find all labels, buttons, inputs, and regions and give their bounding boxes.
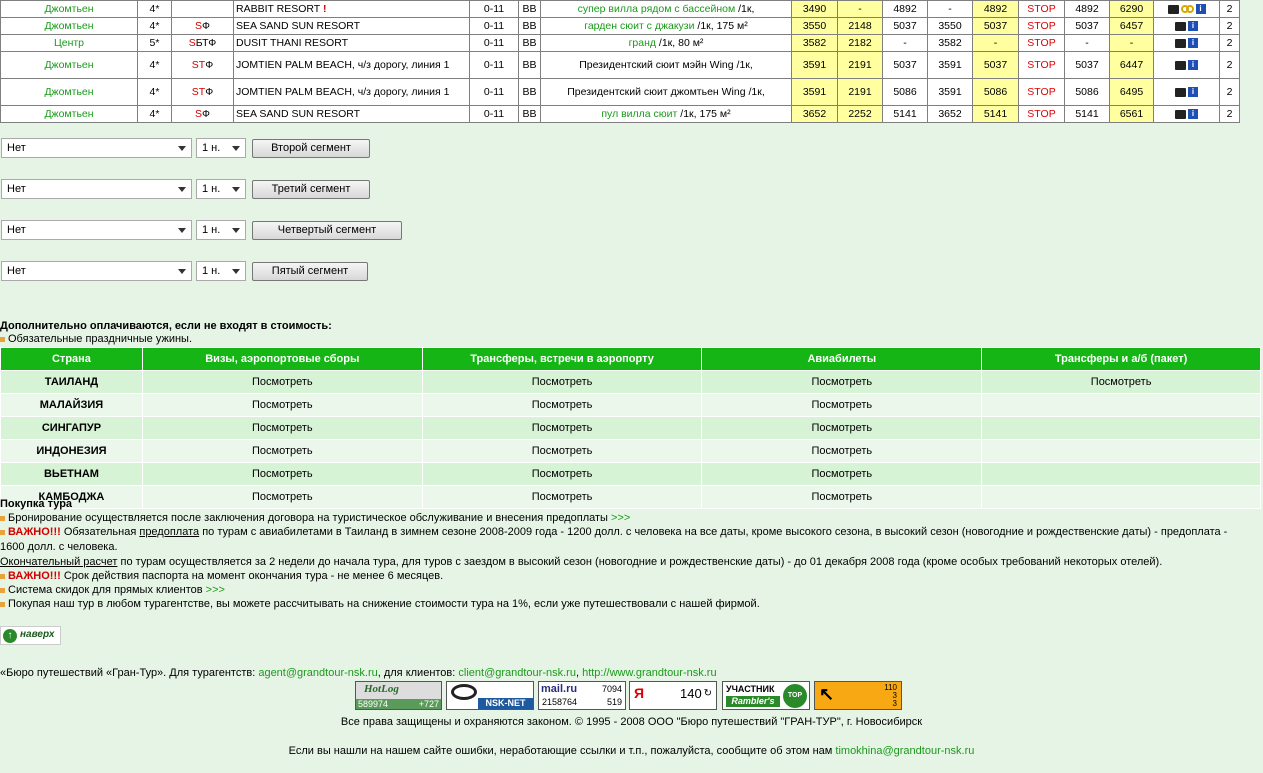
room-link[interactable]: гарден сюит с джакузи [584,20,695,32]
chevron-down-icon [232,269,240,274]
hotel-mark: ! [322,2,327,15]
stop-status: STOP [1027,3,1056,15]
purchase-line-prepay-cont: 1600 долл. с человека. [0,541,118,553]
stars: 4* [149,3,160,15]
price-cell: 4892 [1075,3,1099,15]
room-info: /1к, [735,3,755,15]
info-icon[interactable]: i [1188,21,1198,31]
price-cell: 3591 [802,86,827,98]
purchase-line-final: Окончательный расчет по турам осуществляется за 2 недели до начала тура, для туров с заездом в высокий сезон (новогодние и рождественские даты) - до 01 декабря 2008 года (кроме особых требований некоторых отелей). [0,556,1163,568]
price-cell: 6447 [1119,59,1144,71]
price-cell: 3582 [938,37,962,49]
price-cell: 3550 [802,20,827,32]
country-name: ВЬЕТНАМ [1,463,143,486]
cat-code-rest: Ф [205,86,214,98]
country-name: МАЛАЙЗИЯ [1,394,143,417]
nights: 2 [1226,59,1233,71]
column-header: Визы, аэропортовые сборы [142,348,422,371]
extras-heading: Дополнительно оплачиваются, если не входят в стоимость: [0,320,332,332]
stars: 4* [149,20,160,32]
camera-icon[interactable] [1168,5,1179,14]
purchase-line-discount: Система скидок для прямых клиентов >>> [0,583,225,597]
chevron-down-icon [232,146,240,151]
camera-icon[interactable] [1175,61,1186,70]
view-link[interactable]: Посмотреть [702,463,982,486]
purchase-line-prepay: ВАЖНО!!! Обязательная предоплата по турам с авиабилетами в Таиланд в зимнем сезоне 2008-2009 года - 1200 долл. с человека на все даты, кроме высокого сезона, в высокий сезон (новогодние и рождественские даты) - предоплата - [0,525,1250,539]
cat-code: S [195,108,203,120]
meal: BB [522,86,537,98]
price-cell: 5141 [893,108,917,120]
price-cell: 5037 [893,59,917,71]
age: 0-11 [483,86,505,98]
nights: 2 [1226,3,1233,15]
column-header: Трансферы и а/б (пакет) [982,348,1261,371]
rambler-counter[interactable]: УЧАСТНИК Rambler's TOP [722,681,810,710]
view-link [982,463,1261,486]
column-header: Авиабилеты [702,348,982,371]
age: 0-11 [483,59,505,71]
age: 0-11 [483,20,505,32]
room-info: Президентский сюит джомтьен Wing /1к, [567,86,765,98]
nsknet-counter[interactable]: NSK-NET [446,681,534,710]
age: 0-11 [483,3,505,15]
agent-email-link[interactable]: agent@grandtour-nsk.ru [258,667,378,679]
purchase-line-booking: Бронирование осуществляется после заключения договора на туристическое обслуживание и внесения предоплаты >>> [0,511,630,525]
view-link[interactable]: Посмотреть [702,440,982,463]
price-cell: 3490 [802,3,827,15]
bullet-icon [0,530,5,535]
purchase-line-repeat: Покупая наш тур в любом турагентстве, вы можете рассчитывать на снижение стоимости тура на 1%, если уже путешествовали с нашей фирмой. [0,597,760,611]
column-header: Трансферы, встречи в аэропорту [422,348,702,371]
price-cell: 6290 [1119,3,1144,15]
bullet-icon [0,516,5,521]
view-link[interactable]: Посмотреть [702,394,982,417]
price-cell: 5086 [983,86,1008,98]
stars: 5* [149,37,160,49]
footer-contacts: «Бюро путешествий «Гран-Тур». Для турагентств: agent@grandtour-nsk.ru, для клиентов: client@grandtour-nsk.ru, http://www.grandtour-nsk.ru [0,667,717,679]
stop-status: STOP [1027,20,1056,32]
room-info: /1к, 175 м² [694,20,748,32]
bullet-icon [0,574,5,579]
purchase-heading: Покупка тура [0,498,73,510]
cat-code: S [195,20,203,32]
view-link[interactable]: Посмотреть [142,463,422,486]
chevron-down-icon [178,146,186,151]
eye-icon [451,684,477,700]
view-link[interactable]: Посмотреть [142,371,422,394]
segment-nights-select[interactable]: 1 н. [196,179,246,199]
view-link[interactable]: Посмотреть [142,440,422,463]
view-link[interactable]: Посмотреть [422,440,702,463]
hotlog-counter[interactable]: HotLog 589974 +727 [355,681,442,710]
segment-nights-select[interactable]: 1 н. [196,220,246,240]
table-row [1,417,1261,440]
error-email-link[interactable]: timokhina@grandtour-nsk.ru [835,745,975,757]
discount-more-link[interactable]: >>> [205,584,225,596]
price-cell: 5141 [983,108,1008,120]
price-cell: 5037 [983,59,1008,71]
meal: BB [522,3,537,15]
view-link[interactable]: Посмотреть [142,486,422,509]
hotel-name: SEA SAND SUN RESORT [236,19,361,32]
price-cell: 5037 [983,20,1008,32]
price-cell: 3582 [802,37,827,49]
chevron-down-icon [178,269,186,274]
arrow-up-icon: ↑ [3,629,17,643]
refresh-icon: ↻ [703,688,712,699]
hotel-name: SEA SAND SUN RESORT [236,107,361,120]
room-link[interactable]: гранд [628,37,656,49]
price-cell: 4892 [983,3,1008,15]
segment-hotel-select[interactable]: Нет [1,220,192,240]
view-link [982,440,1261,463]
cat-code-rest: Ф [202,108,210,120]
info-icon[interactable]: i [1196,4,1206,14]
price-cell: 5141 [1075,108,1099,120]
hotel-name: DUSIT THANI RESORT [236,36,349,49]
country-name: ИНДОНЕЗИЯ [1,440,143,463]
table-row [1,486,1261,509]
segment-add-button[interactable]: Третий сегмент [252,180,370,199]
hotel-name: JOMTIEN PALM BEACH, ч/з дорогу, линия 1 [236,85,450,98]
chevron-down-icon [232,187,240,192]
bullet-icon [0,337,5,342]
camera-icon[interactable] [1175,22,1186,31]
back-to-top-button[interactable]: ↑ наверх [0,626,61,645]
segment-hotel-select[interactable]: Нет [1,138,192,158]
price-cell: 3591 [938,86,962,98]
room-link[interactable]: супер вилла рядом с бассейном [577,3,736,15]
price-cell: 2191 [848,86,872,98]
cat-code-rest: БТФ [195,37,217,49]
view-link [982,394,1261,417]
view-link [982,417,1261,440]
age: 0-11 [483,37,505,49]
chevron-down-icon [178,187,186,192]
meal: BB [522,37,537,49]
view-link[interactable]: Посмотреть [982,371,1261,394]
cat-code-rest: Ф [202,20,210,32]
price-cell: 3591 [802,59,827,71]
view-link[interactable]: Посмотреть [702,486,982,509]
segment-add-button[interactable]: Четвертый сегмент [252,221,402,240]
table-row [1,463,1261,486]
price-cell: 5086 [893,86,917,98]
view-link[interactable]: Посмотреть [142,394,422,417]
room-info: /1к, 80 м² [656,37,704,49]
site-link[interactable]: http://www.grandtour-nsk.ru [582,667,717,679]
price-cell: 3591 [938,59,962,71]
table-row [1,371,1261,394]
chevron-down-icon [178,228,186,233]
price-cell: 6561 [1119,108,1144,120]
final-payment-link[interactable]: Окончательный расчет [0,556,118,568]
price-cell: 3652 [802,108,827,120]
view-link[interactable]: Посмотреть [702,371,982,394]
price-cell: 6457 [1119,20,1144,32]
table-row [1,52,1240,79]
price-cell: - [993,37,998,49]
prepay-link[interactable]: предоплата [139,526,200,538]
table-row [1,35,1240,52]
nights: 2 [1226,37,1233,49]
table-row [1,79,1240,106]
country-name: КАМБОДЖА [1,486,143,509]
price-cell: 3550 [938,20,962,32]
price-cell: 6495 [1119,86,1144,98]
view-link[interactable]: Посмотреть [422,371,702,394]
segment-add-button[interactable]: Пятый сегмент [252,262,368,281]
extras-note: Обязательные праздничные ужины. [0,332,192,346]
country-name: ТАИЛАНД [1,371,143,394]
table-row [1,1,1240,18]
table-row [1,394,1261,417]
segment-nights-select[interactable]: 1 н. [196,138,246,158]
cat-code: ST [191,59,206,71]
country-name: СИНГАПУР [1,417,143,440]
segment-nights-select[interactable]: 1 н. [196,261,246,281]
nights: 2 [1226,20,1233,32]
room-info: /1к, 175 м² [677,108,731,120]
stars: 4* [149,86,160,98]
price-cell: 2252 [848,108,872,120]
region: Джомтьен [44,86,94,98]
view-link[interactable]: Посмотреть [142,417,422,440]
mailru-counter[interactable]: mail.ru 7094 2158764 519 [538,681,626,710]
meal: BB [522,59,537,71]
copyright: Все права защищены и охраняются законом. © 1995 - 2008 ООО "Бюро путешествий "ГРАН-ТУР", г. Новосибирск [340,716,923,728]
price-cell: 5037 [1075,59,1099,71]
meal: BB [522,20,537,32]
price-cell: 4892 [893,3,917,15]
stop-status: STOP [1027,37,1056,49]
price-cell: 5037 [1075,20,1099,32]
segment-add-button[interactable]: Второй сегмент [252,139,370,158]
meal: BB [522,108,537,120]
purchase-line-passport: ВАЖНО!!! Срок действия паспорта на момент окончания тура - не менее 6 месяцев. [0,569,443,583]
nights: 2 [1226,108,1233,120]
client-email-link[interactable]: client@grandtour-nsk.ru [458,667,576,679]
table-row [1,440,1261,463]
bullet-icon [0,588,5,593]
cat-code: S [188,37,196,49]
info-icon[interactable]: i [1188,60,1198,70]
hotel-name: RABBIT RESORT [236,2,321,15]
extras-table [0,347,1261,509]
info-icon[interactable]: i [1188,109,1198,119]
view-link[interactable]: Посмотреть [422,394,702,417]
camera-icon[interactable] [1175,88,1186,97]
price-cell: 2191 [848,59,872,71]
region: Джомтьен [44,3,94,15]
region: Джомтьен [44,59,94,71]
view-link[interactable]: Посмотреть [422,486,702,509]
table-row [1,18,1240,35]
hotel-price-table [0,0,1240,123]
camera-icon[interactable] [1175,39,1186,48]
chevron-down-icon [232,228,240,233]
hotel-name: JOMTIEN PALM BEACH, ч/з дорогу, линия 1 [236,58,450,71]
price-cell: 2148 [848,20,872,32]
price-cell: - [948,3,952,15]
stop-status: STOP [1027,108,1056,120]
segment-hotel-select[interactable]: Нет [1,261,192,281]
bullet-icon [0,602,5,607]
price-cell: 5037 [893,20,917,32]
nights: 2 [1226,86,1233,98]
price-cell: - [1085,37,1089,49]
room-link[interactable]: пул вилла сюит [601,108,678,120]
info-icon[interactable]: i [1188,87,1198,97]
price-cell: 5086 [1075,86,1099,98]
age: 0-11 [483,108,505,120]
info-icon[interactable]: i [1188,38,1198,48]
error-report: Если вы нашли на нашем сайте ошибки, неработающие ссылки и т.п., пожалуйста, сообщите об этом нам timokhina@grandtour-nsk.ru [288,745,975,757]
stars: 4* [149,108,160,120]
stars: 4* [149,59,160,71]
cat-code-rest: Ф [205,59,214,71]
camera-icon[interactable] [1175,110,1186,119]
price-cell: - [858,3,862,15]
region: Центр [53,37,85,49]
table-row [1,106,1240,123]
view-link[interactable]: Посмотреть [702,417,982,440]
region: Джомтьен [44,108,94,120]
arrow-icon: ↖ [819,684,835,704]
column-header: Страна [1,348,143,371]
stop-status: STOP [1027,59,1056,71]
segment-hotel-select[interactable]: Нет [1,179,192,199]
yandex-counter[interactable]: Я 140 ↻ [629,681,717,710]
room-info: Президентский сюит мэйн Wing /1к, [579,59,753,71]
cat-code: ST [191,86,206,98]
view-link[interactable]: Посмотреть [422,463,702,486]
more-link[interactable]: >>> [611,512,631,524]
view-link[interactable]: Посмотреть [422,417,702,440]
rings-icon [1186,5,1194,13]
price-cell: - [1129,37,1134,49]
liveinternet-counter[interactable]: ↖ 110 3 3 [814,681,902,710]
price-cell: 2182 [848,37,872,49]
price-cell: 3652 [938,108,962,120]
region: Джомтьен [44,20,94,32]
view-link [982,486,1261,509]
price-cell: - [903,37,907,49]
stop-status: STOP [1027,86,1056,98]
